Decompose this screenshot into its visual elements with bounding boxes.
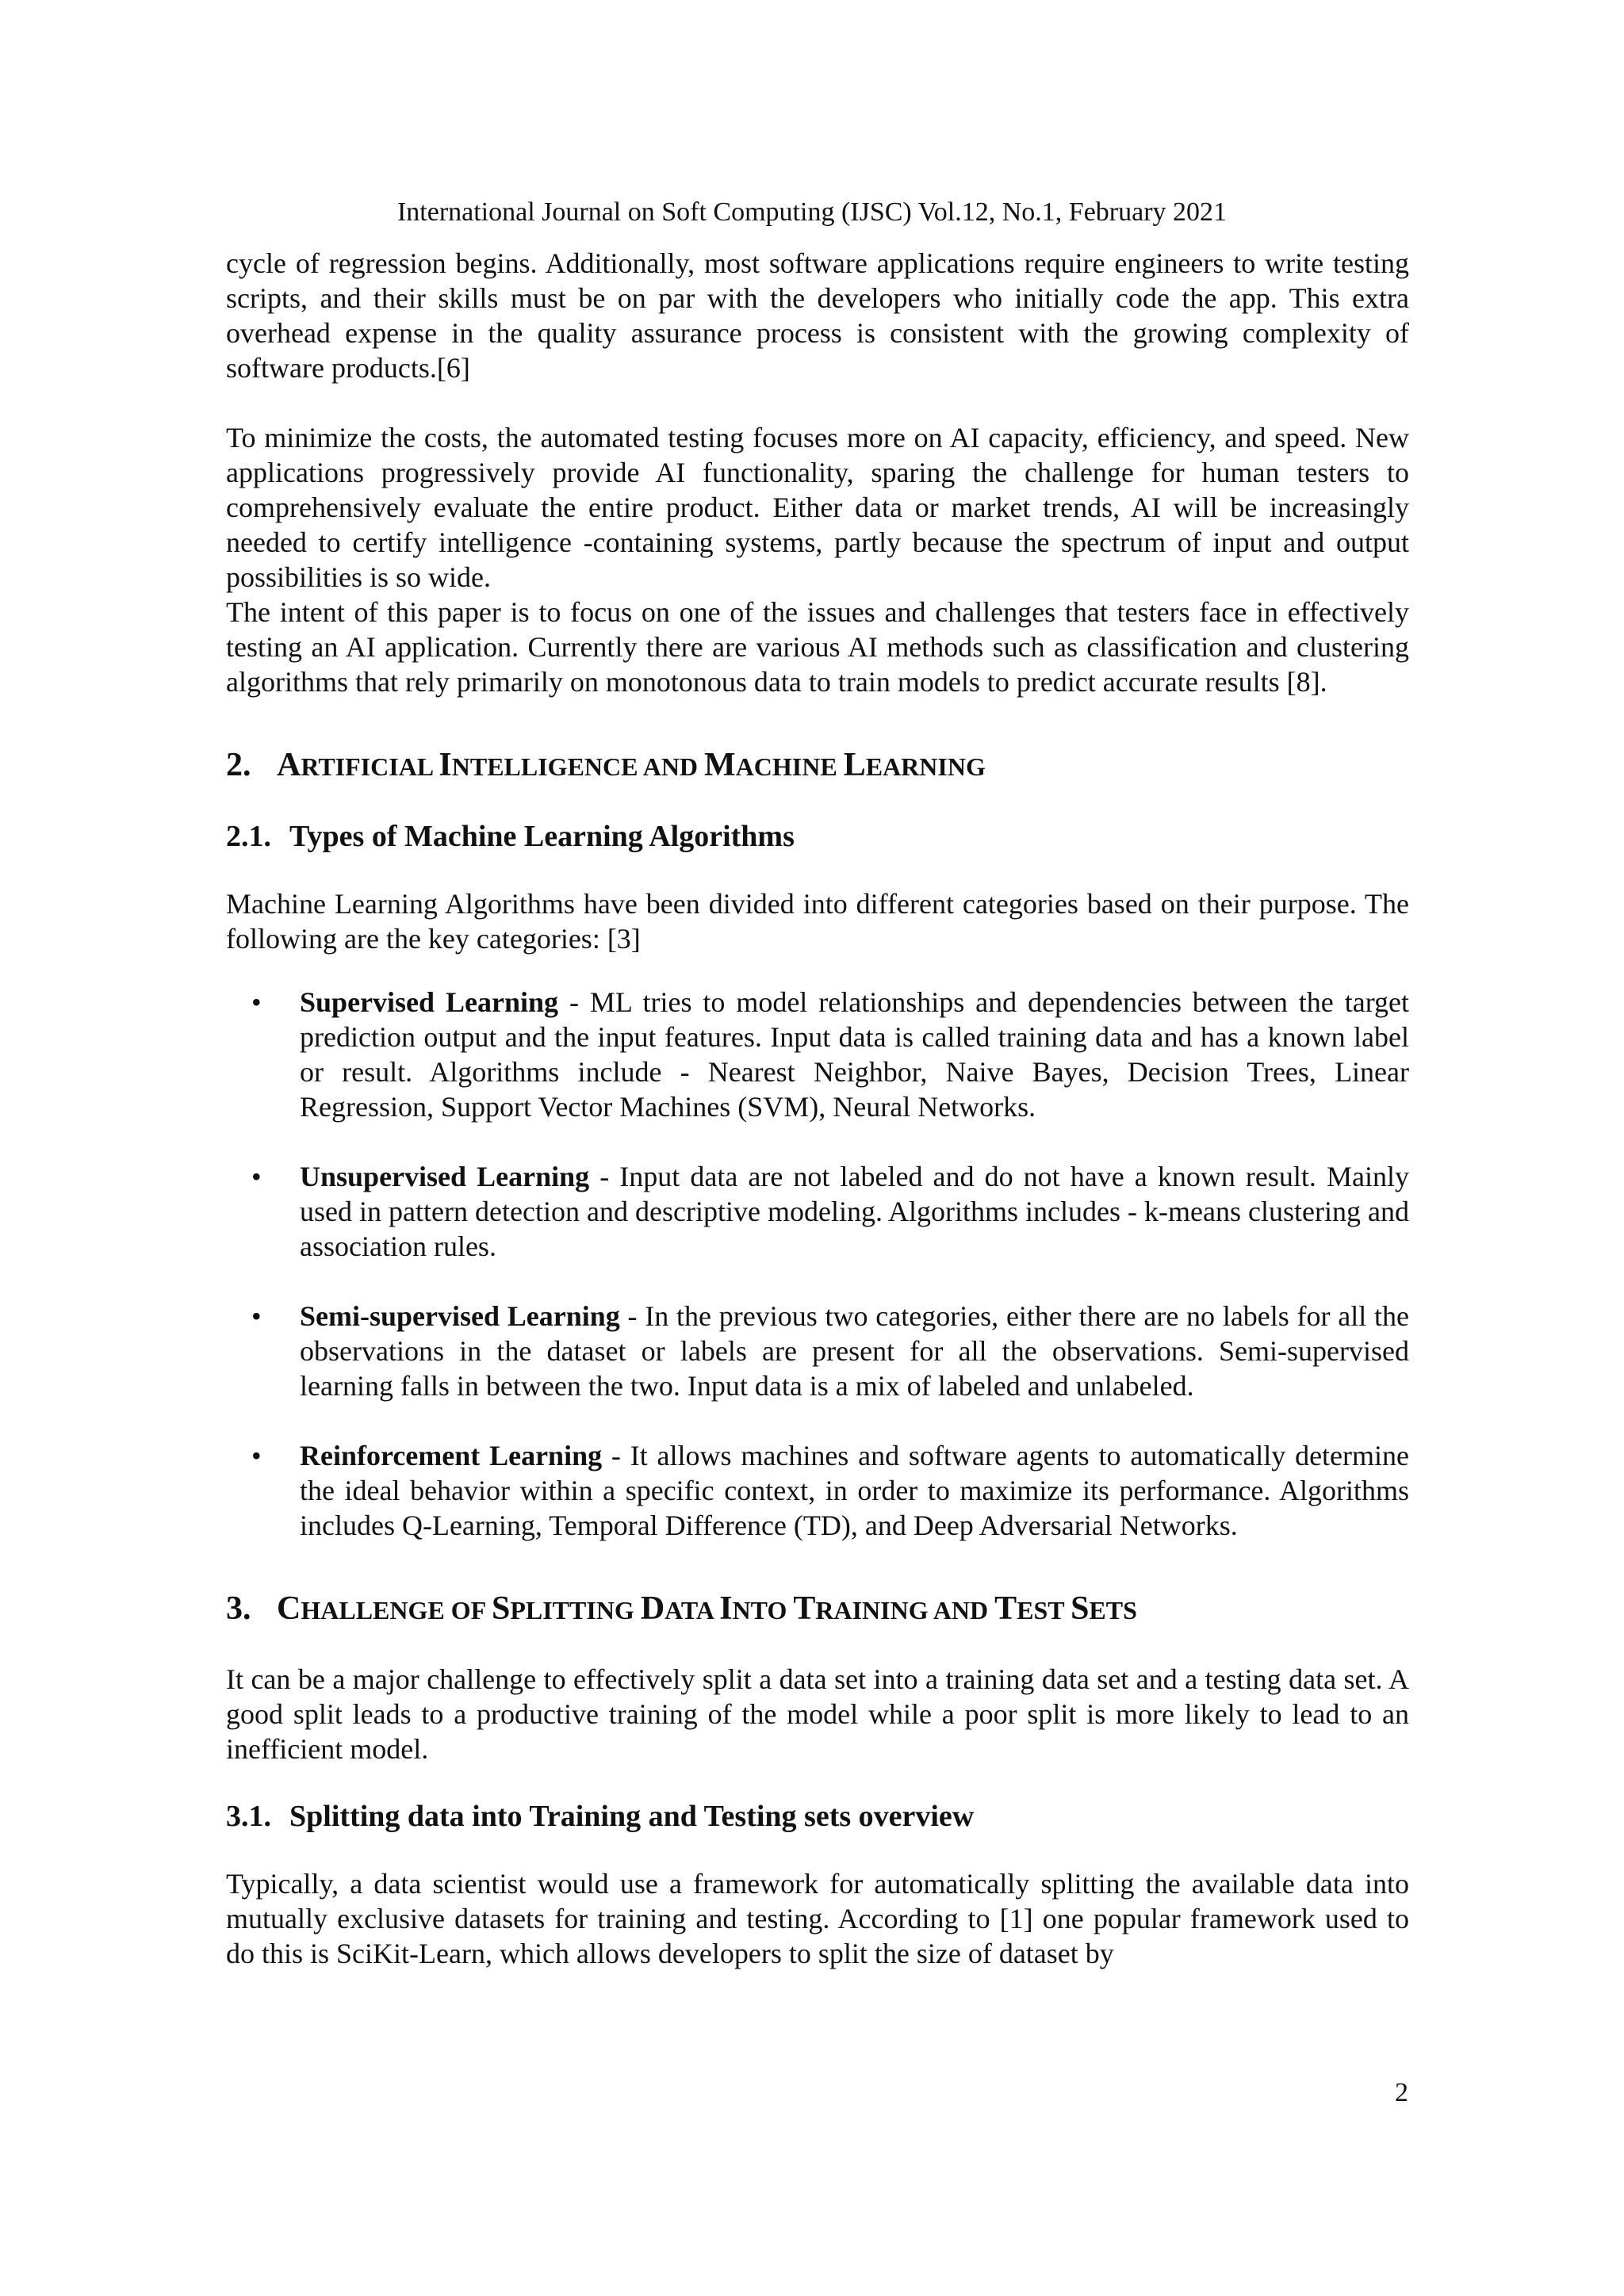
- list-item: [226, 1438, 1409, 1543]
- bullet-icon: •: [251, 1440, 262, 1471]
- subsection-3-1-title: Splitting data into Training and Testing sets overview: [289, 1800, 975, 1833]
- section-2-title: ARTIFICIAL INTELLIGENCE AND MACHINE LEARNING: [277, 747, 986, 783]
- section-3-title: CHALLENGE OF SPLITTING DATA INTO TRAINING AND TEST SETS: [277, 1590, 1137, 1627]
- paragraph-split-challenge: It can be a major challenge to effectively split a data set into a training data set and a testing data set. A good split leads to a productive training of the model while a poor split is more likely to lead to an inefficient model.: [226, 1663, 1409, 1765]
- bullet-icon: •: [251, 1300, 262, 1332]
- page-content: [226, 246, 1409, 1971]
- paragraph-ml-categories-intro: Machine Learning Algorithms have been divided into different categories based on their purpose. The following are the key categories: [3]: [226, 888, 1409, 955]
- paragraph-paper-intent: The intent of this paper is to focus on one of the issues and challenges that testers face in effectively testing an AI application. Currently there are various AI methods such as classification and clustering algorithms that rely primarily on monotonous data to train models to predict accurate results [8].: [226, 596, 1409, 698]
- list-item: [226, 1299, 1409, 1403]
- bullet-icon: •: [251, 1161, 262, 1192]
- page-number: 2: [1395, 2078, 1408, 2107]
- list-item-text: - Input data are not labeled and do not have a known result. Mainly used in pattern detection and descriptive modeling. Algorithms includes - k-means clustering and association rules.: [300, 1161, 1409, 1262]
- list-item: [226, 985, 1409, 1124]
- ml-categories-list: [226, 985, 1409, 1543]
- subsection-2-1-title: Types of Machine Learning Algorithms: [289, 820, 795, 853]
- section-3-number: 3.: [226, 1590, 251, 1627]
- list-item-text: - It allows machines and software agents to automatically determine the ideal behavior within a specific context, in order to maximize its performance. Algorithms includes Q-Learning, Temporal Difference (TD), and Deep Adversarial Networks.: [300, 1440, 1409, 1541]
- paragraph-split-overview: Typically, a data scientist would use a framework for automatically splitting the available data into mutually exclusive datasets for training and testing. According to [1] one popular framework used to do this is SciKit-Learn, which allows developers to split the size of dataset by: [226, 1868, 1409, 1969]
- list-item-term: Semi-supervised Learning: [300, 1300, 620, 1332]
- subsection-3-1-number: 3.1.: [226, 1800, 271, 1833]
- section-3-heading: [226, 1589, 1409, 1630]
- list-item-text: - ML tries to model relationships and dependencies between the target prediction output and the input features. Input data is called training data and has a known label or result. Algorithms include - Nearest Neighbor, Naive Bayes, Decision Trees, Linear Regression, Support Vector Machines (SVM), Neural Networks.: [300, 986, 1410, 1123]
- section-2-heading: [226, 745, 1409, 786]
- bullet-icon: •: [251, 986, 262, 1018]
- paragraph-minimize-costs: To minimize the costs, the automated testing focuses more on AI capacity, efficiency, and speed. New applications progressively provide AI functionality, sparing the challenge for human testers to comprehensively evaluate the entire product. Either data or market trends, AI will be increasingly needed to certify intelligence -containing systems, partly because the spectrum of input and output possibilities is so wide.: [226, 422, 1409, 593]
- list-item-term: Supervised Learning: [300, 986, 558, 1018]
- subsection-3-1-heading: [226, 1798, 1409, 1835]
- list-item: [226, 1159, 1409, 1264]
- running-header: International Journal on Soft Computing (IJSC) Vol.12, No.1, February 2021: [396, 197, 1228, 227]
- subsection-2-1-number: 2.1.: [226, 820, 271, 853]
- list-item-term: Reinforcement Learning: [300, 1440, 603, 1471]
- section-2-number: 2.: [226, 747, 251, 783]
- list-item-term: Unsupervised Learning: [300, 1161, 590, 1192]
- subsection-2-1-heading: [226, 818, 1409, 855]
- paragraph-regression-cycle: cycle of regression begins. Additionally, most software applications require engineers to write testing scripts, and their skills must be on par with the developers who initially code the app. This extra overhead expense in the quality assurance process is consistent with the growing complexity of software products.[6]: [226, 247, 1409, 384]
- list-item-text: - In the previous two categories, either there are no labels for all the observations in the dataset or labels are present for all the observations. Semi-supervised learning falls in between the two. Input data is a mix of labeled and unlabeled.: [300, 1300, 1410, 1402]
